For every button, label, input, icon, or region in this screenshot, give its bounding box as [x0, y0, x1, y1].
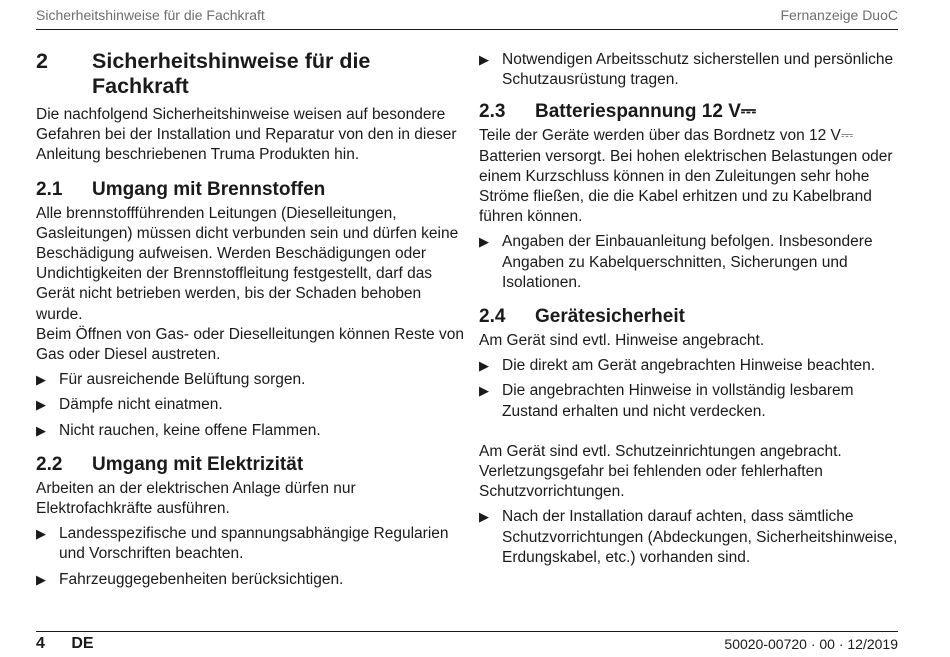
section-heading-2-3: [479, 100, 899, 124]
triangle-right-icon: ▶: [479, 234, 489, 250]
header-rule: [36, 29, 898, 30]
running-header-right: Fernanzeige DuoC: [780, 7, 898, 23]
bullet-item: [36, 524, 464, 564]
left-column: [36, 44, 464, 590]
bullet-item: [479, 50, 899, 90]
bullet-item: [36, 421, 464, 441]
chapter-number: 2: [36, 49, 48, 73]
bullet-item: [36, 395, 464, 415]
bullet-item: [479, 507, 899, 568]
footer-rule: [36, 631, 898, 632]
triangle-right-icon: ▶: [36, 372, 46, 388]
section-heading-2-1: [36, 178, 464, 202]
paragraph: Alle brennstoffführenden Leitungen (Dieselleitungen, Gasleitungen) müssen dicht verbunden sein und dürfen keine Beschädigung aufweisen. Werden Beschädigungen oder Undichtigkeiten der Brennstoffleitung festgestellt, darf das Gerät nicht betrieben werden, bis der Schaden behoben wurde.: [36, 204, 459, 323]
section-number: 2.2: [36, 453, 63, 475]
bullet-item: [479, 356, 899, 376]
section-number: 2.4: [479, 306, 506, 328]
triangle-right-icon: ▶: [479, 383, 489, 399]
intro-paragraph: Die nachfolgend Sicherheitshinweise weisen auf besondere Gefahren bei der Installation und Reparatur von den in dieser Anleitung beschriebenen Truma Produkten hin.: [36, 106, 457, 164]
bullet-item: [36, 570, 464, 590]
bullet-text: Angaben der Einbauanleitung befolgen. Insbesondere Angaben zu Kabelquerschnitten, Sicherungen und Isolationen.: [502, 233, 873, 291]
bullet-text: Für ausreichende Belüftung sorgen.: [59, 371, 306, 389]
footer-left: [36, 635, 94, 653]
bullet-text: Dämpfe nicht einatmen.: [59, 396, 223, 414]
section-title: Umgang mit Brennstoffen: [92, 178, 326, 200]
document-number: 50020-00720 · 00 · 12/2019: [724, 636, 898, 652]
triangle-right-icon: ▶: [479, 358, 489, 374]
chapter-title: Sicherheitshinweise für die Fachkraft: [92, 49, 371, 98]
triangle-right-icon: ▶: [36, 571, 46, 587]
right-column: [479, 44, 899, 568]
paragraph: Am Gerät sind evtl. Schutzeinrichtungen angebracht. Verletzungsgefahr bei fehlenden oder fehlerhaften Schutzvorrichtungen.: [479, 442, 842, 501]
section-title: Gerätesicherheit: [535, 306, 685, 328]
section-title: Batteriespannung 12 V⎓: [535, 101, 757, 123]
triangle-right-icon: ▶: [36, 526, 46, 542]
triangle-right-icon: ▶: [479, 509, 489, 525]
section-number: 2.3: [479, 101, 506, 123]
bullet-text: Die direkt am Gerät angebrachten Hinweise beachten.: [502, 357, 876, 375]
triangle-right-icon: ▶: [479, 52, 489, 67]
chapter-heading: [36, 49, 464, 99]
section-heading-2-4: [479, 305, 899, 329]
page-number: 4: [36, 635, 45, 652]
paragraph: Teile der Geräte werden über das Bordnetz von 12 V⎓ Batterien versorgt. Bei hohen elektrischen Belastungen oder einem Kurzschluss können in den Zuleitungen sehr hohe Ströme fließen, die die Kabel erhitzen und zu Kabelbrand führen können.: [479, 127, 893, 226]
bullet-text: Fahrzeuggegebenheiten berücksichtigen.: [59, 570, 344, 588]
bullet-item: [36, 370, 464, 390]
paragraph: Beim Öffnen von Gas- oder Dieselleitungen können Reste von Gas oder Diesel austreten.: [36, 325, 464, 364]
language-code: DE: [71, 635, 94, 652]
running-header-left: Sicherheitshinweise für die Fachkraft: [36, 7, 265, 23]
bullet-text: Landesspezifische und spannungsabhängige Regularien und Vorschriften beachten.: [59, 525, 449, 563]
bullet-item: [479, 232, 899, 293]
section-heading-2-2: [36, 453, 464, 477]
paragraph: Am Gerät sind evtl. Hinweise angebracht.: [479, 332, 765, 350]
bullet-text: Nicht rauchen, keine offene Flammen.: [59, 421, 321, 439]
bullet-text: Nach der Installation darauf achten, dass sämtliche Schutzvorrichtungen (Abdeckungen, Sicherheitshinweise, Erdungskabel, etc.) vorhanden sind.: [502, 508, 898, 566]
section-title: Umgang mit Elektrizität: [92, 453, 304, 475]
bullet-text: Notwendigen Arbeitsschutz sicherstellen und persönliche Schutzausrüstung tragen.: [502, 51, 894, 89]
spacer: [479, 422, 899, 442]
bullet-text: Die angebrachten Hinweise in vollständig lesbarem Zustand erhalten und nicht verdecken.: [502, 382, 854, 420]
triangle-right-icon: ▶: [36, 422, 46, 438]
section-number: 2.1: [36, 178, 63, 200]
bullet-item: [479, 381, 899, 421]
triangle-right-icon: ▶: [36, 397, 46, 413]
paragraph: Arbeiten an der elektrischen Anlage dürfen nur Elektrofachkräfte ausführen.: [36, 479, 356, 518]
